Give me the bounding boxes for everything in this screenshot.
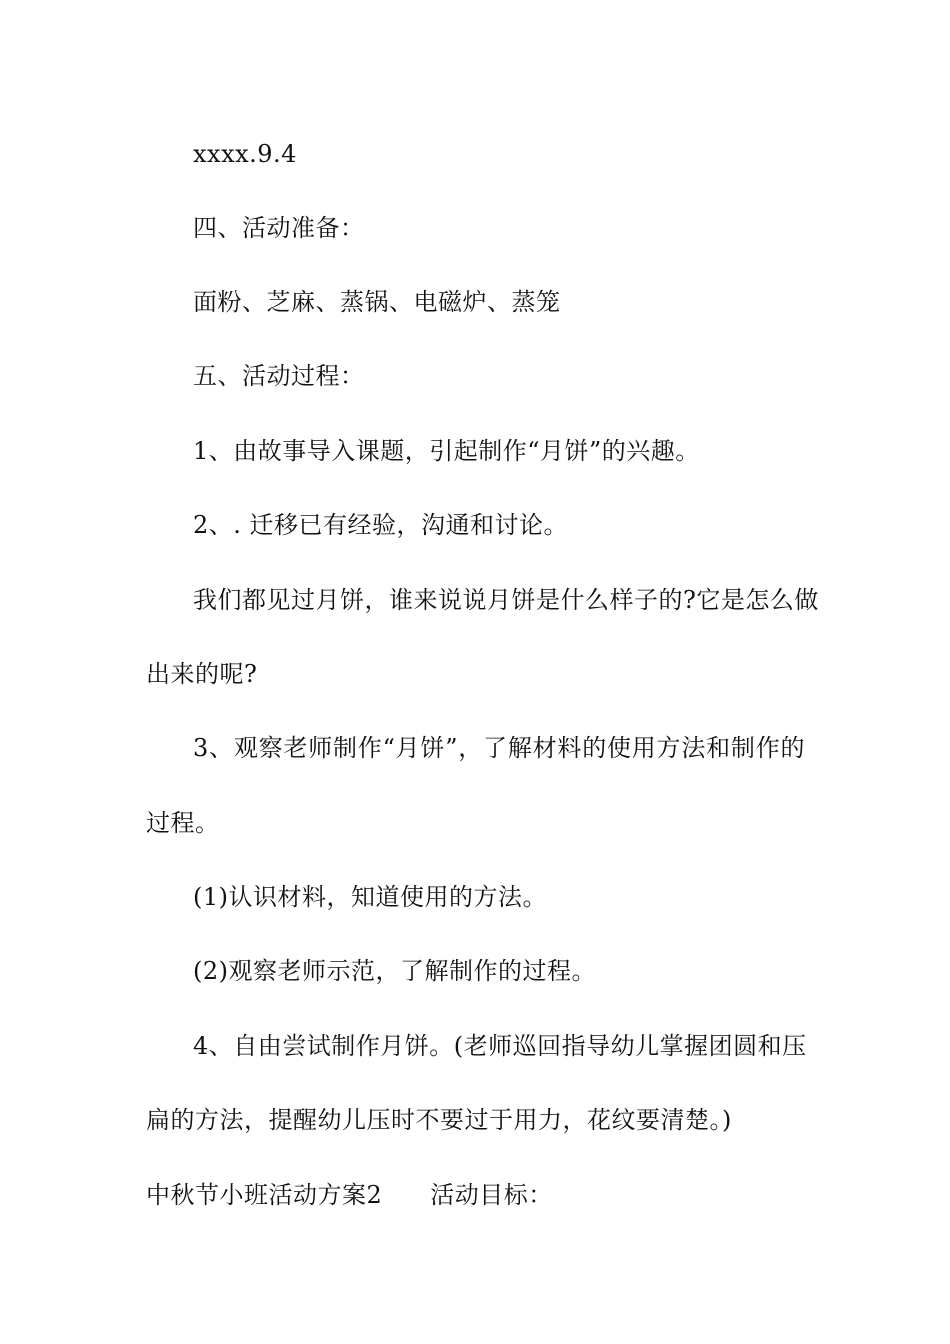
- sub-step-2: (2)观察老师示范，了解制作的过程。: [193, 957, 596, 985]
- process-step-1: 1、由故事导入课题，引起制作“月饼”的兴趣。: [193, 437, 700, 465]
- date-text: xxxx.9.4: [193, 140, 297, 168]
- section-title-row: [146, 1181, 553, 1209]
- process-step-4: 4、自由尝试制作月饼。(老师巡回指导幼儿掌握团圆和压: [193, 1032, 807, 1060]
- heading-process: 五、活动过程：: [193, 362, 365, 390]
- process-step-2: 2、. 迁移已有经验，沟通和讨论。: [193, 511, 569, 539]
- section-heading: 活动目标：: [430, 1181, 553, 1209]
- paragraph-line: 出来的呢?: [146, 660, 258, 688]
- paragraph-line: 我们都见过月饼，谁来说说月饼是什么样子的?它是怎么做: [193, 586, 819, 614]
- paragraph-line: 过程。: [146, 809, 220, 837]
- heading-preparation: 四、活动准备：: [193, 214, 365, 242]
- materials-list: 面粉、芝麻、蒸锅、电磁炉、蒸笼: [193, 288, 561, 316]
- section-title: 中秋节小班活动方案2: [146, 1181, 383, 1209]
- process-step-3: 3、观察老师制作“月饼”，了解材料的使用方法和制作的: [193, 734, 805, 762]
- sub-step-1: (1)认识材料，知道使用的方法。: [193, 883, 547, 911]
- paragraph-line: 扁的方法，提醒幼儿压时不要过于用力，花纹要清楚。): [146, 1106, 732, 1134]
